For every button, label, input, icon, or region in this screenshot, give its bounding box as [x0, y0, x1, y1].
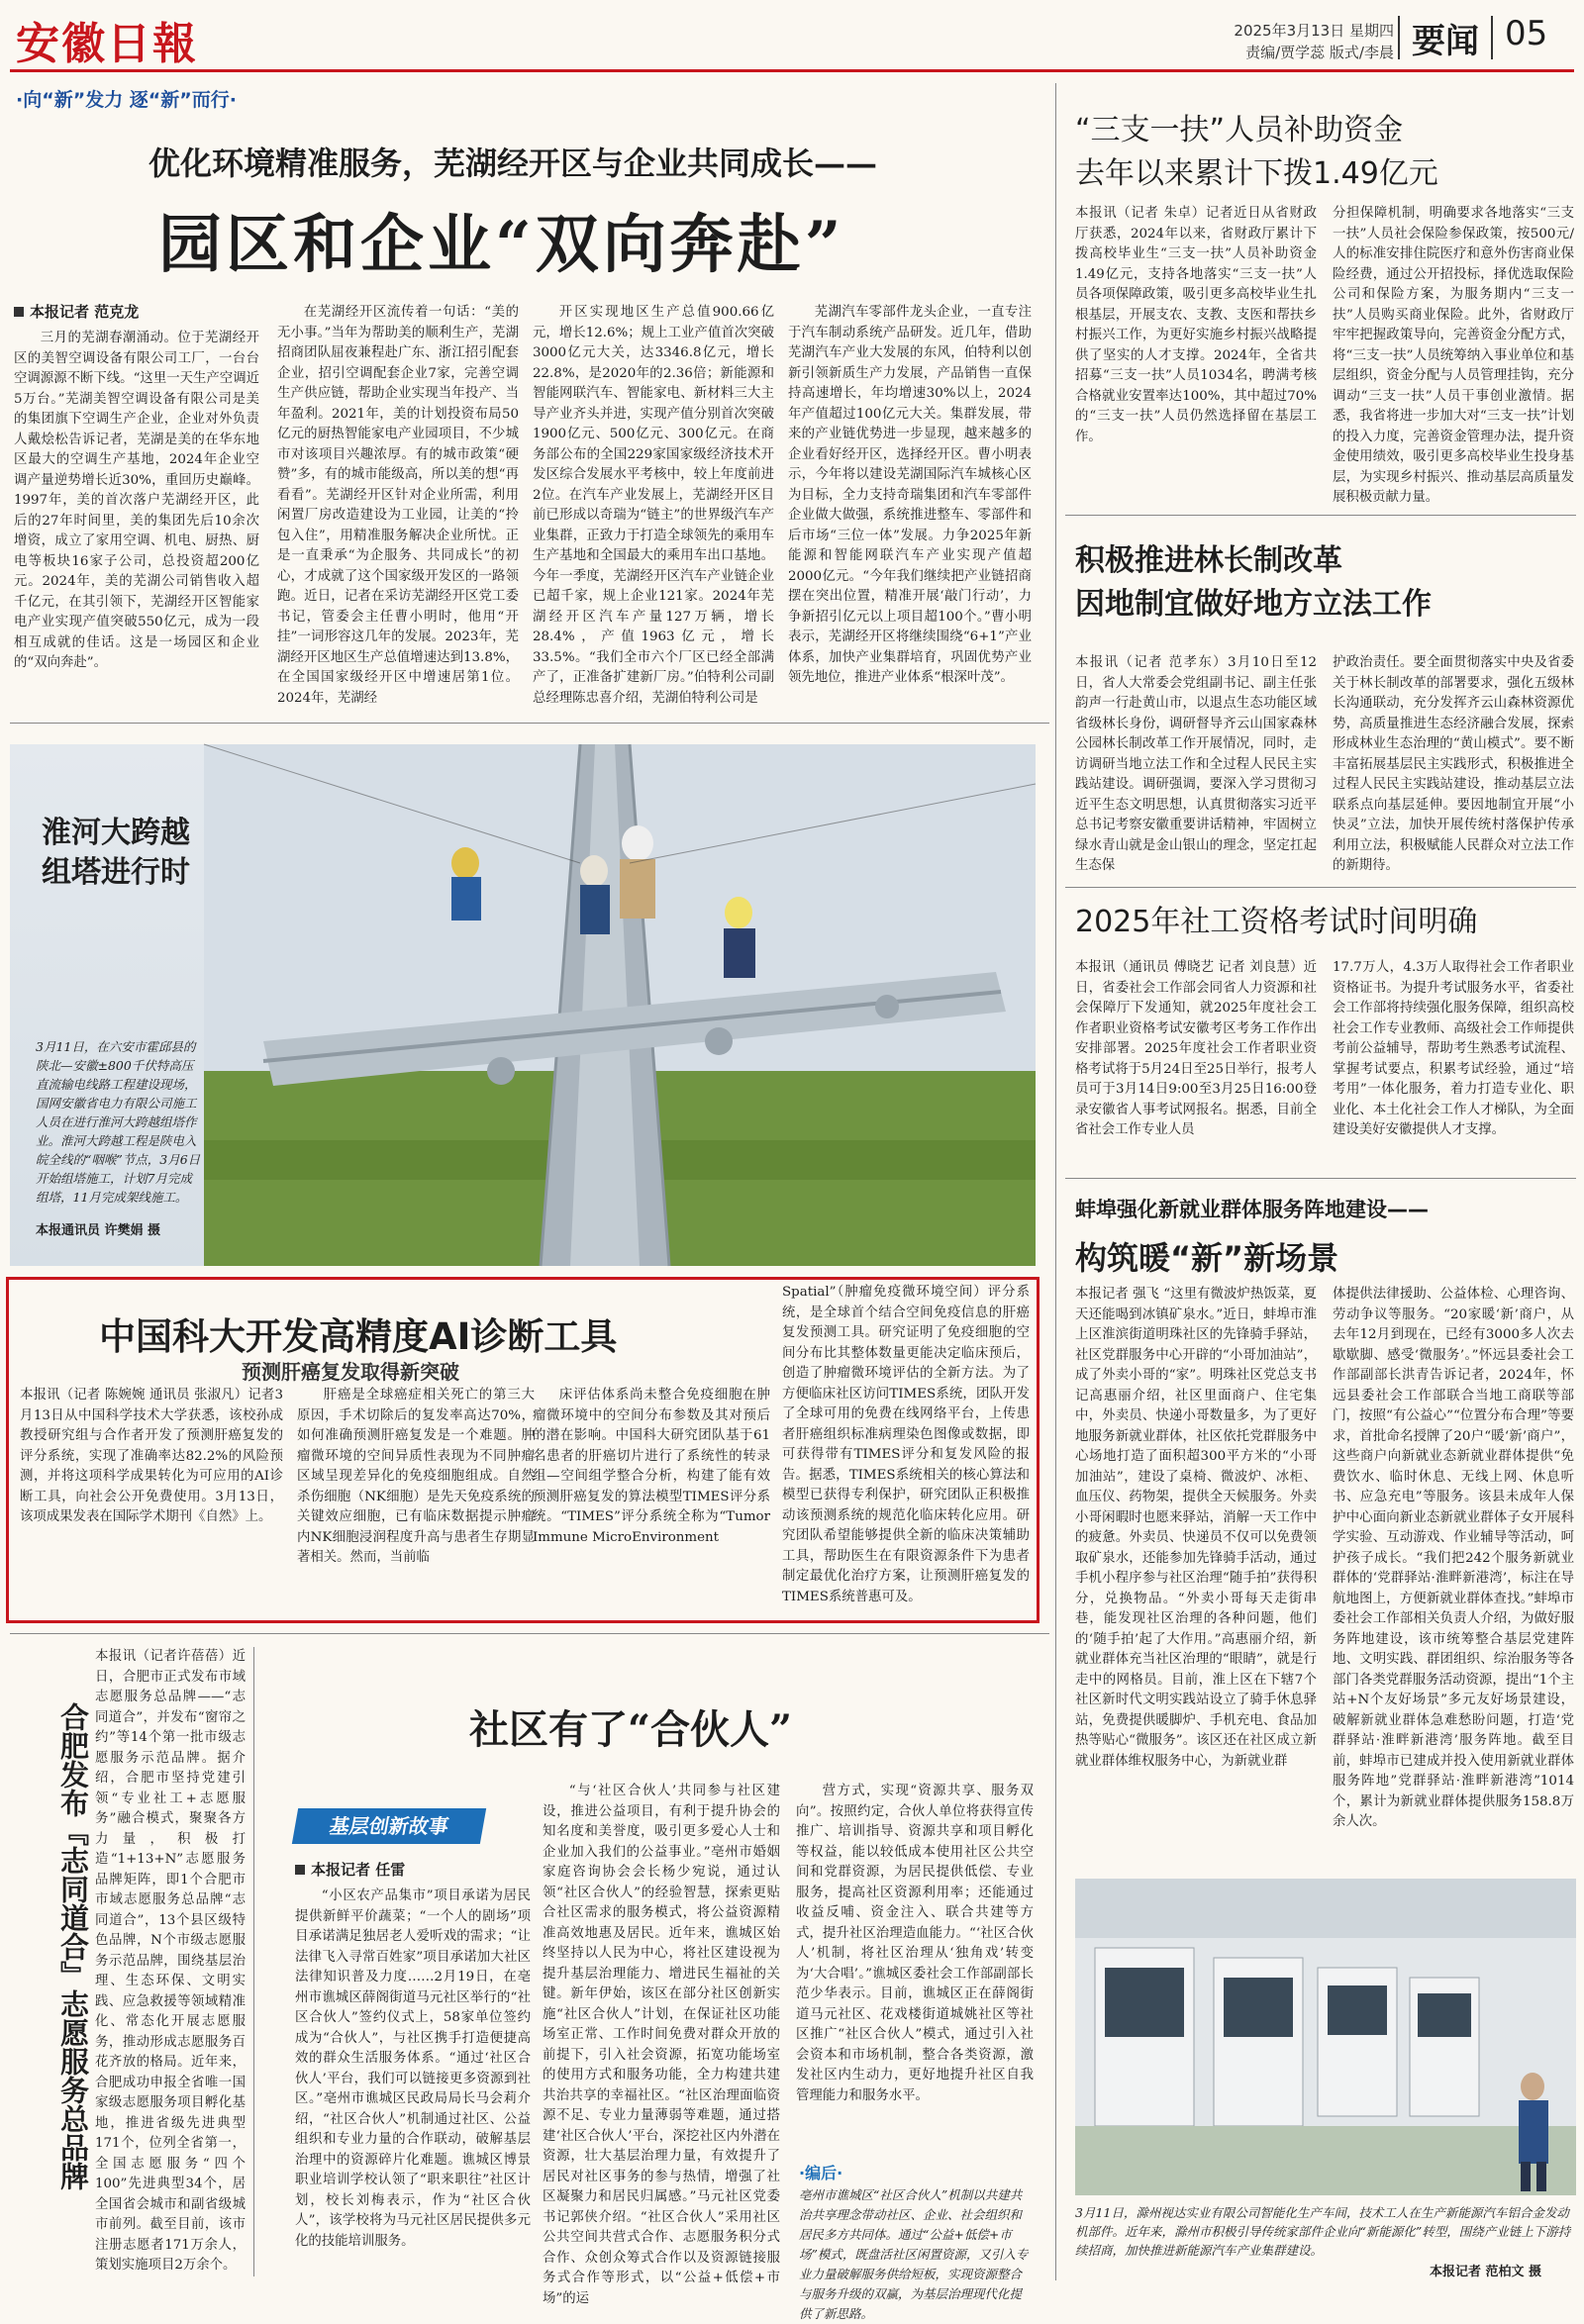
right-story4-col-2: 体提供法律援助、公益体检、心理咨询、劳动争议等服务。“20家暖‘新’商户，从去年12月到现在，已经有3000多人次去歇歇脚、感受‘微服务’。”怀远县委社会工作部副部长洪青告诉记者，2024年，怀远县委社会工作部联合当地工商联等部门，按照“有公益心”“位置分布合理”等要求，首批命名授牌了20户“暖‘新’商户”，这些商户向新就业态新就业群体提供“免费饮水、临时休息、无线上网、休息听书、应急充电”等服务。该县未成年人保护中心面向新业态新就业群体子女开展科学实验、互动游戏、作业辅导等活动，呵护孩子成长。“我们把242个服务新就业群体的‘党群驿站·淮畔新港湾’，标注在导航地图上，方便新就业群体查找。”蚌埠市委社会工作部相关负责人介绍，为做好服务阵地建设，该市统筹整合基层党建阵地、文明实践、群团组织、综治服务等各部门各类党群服务活动资源，提出“1个主站+N个友好场景”多元友好场景建设，破解新就业群体急难愁盼问题，打造‘党群驿站·淮畔新港湾’服务阵地。截至目前，蚌埠市已建成并投入使用新就业群体服务阵地”党群驿站·淮畔新港湾”1014个，累计为新就业群体提供服务158.8万余人次。	[1333, 1287, 1574, 1829]
community-col-3: 营方式，实现“资源共享、服务双向”。按照约定，合伙人单位将获得宣传推广、培训指导、资源共享和项目孵化等权益，能以较低成本使用社区公共空间和党群资源，为居民提供低偿、专业服务，提高社区资源利用率；还能通过收益反哺、资金注入、联合共建等方式，提升社区治理造血能力。“‘社区合伙人’机制，将社区治理从‘独角戏’转变为‘大合唱’。”谯城区委社会工作部副部长范少华表示。目前，谯城区正在薛阁街道马元社区、花戏楼街道城姚社区等社区推广“社区合伙人”模式，通过引入社会资本和市场机制，整合各类资源，激发社区内生动力，更好地提升社区自我管理能力和服务水平。	[796, 1784, 1034, 2103]
ai-col-2: 肝癌是全球癌症相关死亡的第三大原因，手术切除后的复发率高达70%，如何准确预测肝癌复发是一个难题。肿瘤微环境的空间异质性表现为不同肿瘤区域呈现差异化的免疫细胞组成。自然杀伤细胞（NK细胞）是先天免疫系统的关键效应细胞，已有临床数据提示肿瘤内NK细胞浸润程度升高与患者生存期显著相关。然而，当前临	[297, 1388, 535, 1565]
ai-col-3: 床评估体系尚未整合免疫细胞在肿瘤微环境中的空间分布参数及其对预后的潜在影响。中国科大研究团队基于61名患者的肝癌切片进行了系统性的转录组—空间组学整合分析，构建了能有效预测肝癌复发的算法模型TIMES评分系统。“TIMES”评分系统全称为“Tumor Immune MicroEnvironment	[533, 1388, 770, 1545]
right-story1-title-line2: 去年以来累计下拨1.49亿元	[1075, 156, 1438, 191]
right-rule-2	[1065, 887, 1576, 888]
main-column-divider	[1055, 83, 1056, 2280]
masthead-divider-2	[1491, 16, 1493, 59]
newspaper-logo: 安徽日報	[16, 19, 198, 69]
community-col-2: “与‘社区合伙人’共同参与社区建设，推进公益项目，有利于提升协会的知名度和美誉度，吸引更多爱心人士和企业加入我们的公益事业。”亳州市婚姻家庭咨询协会会长杨少宛说，通过认领“社区合伙人”的经验智慧，探索更贴合社区需求的服务模式，将公益资源精准高效地惠及居民。近年来，谯城区始终坚持以人民为中心，将社区建设视为提升基层治理能力、增进民生福祉的关键。新年伊始，该区在部分社区创新实施“社区合伙人”计划，在保证社区功能场室正常、工作时间免费对群众开放的前提下，引入社会资源，拓宽功能场室的使用方式和服务功能，全力构建共建共治共享的幸福社区。“社区治理面临资源不足、专业力量薄弱等难题，通过搭建‘社区合伙人’平台，深挖社区内外潜在资源，壮大基层治理力量，有效提升了居民对社区事务的参与热情，增强了社区凝聚力和居民归属感。”马元社区党委书记郭侠介绍。“社区合伙人”采用社区公共空间共营式合作、志愿服务积分式合作、众创众筹式合作以及资源链接服务式合作等形式，以“公益+低偿+市场”的运	[543, 1784, 780, 2306]
section-name: 要闻	[1412, 22, 1479, 61]
issue-info	[1216, 20, 1394, 63]
issue-date: 2025年3月13日 星期四	[1234, 22, 1394, 40]
issue-editors: 责编/贾学蕊 版式/李晨	[1245, 44, 1394, 61]
lead-subtitle: 优化环境精准服务，芜湖经开区与企业共同成长——	[148, 145, 878, 182]
lead-bottom-rule	[10, 723, 1049, 724]
huaihe-caption: 3月11日，在六安市霍邱县的陕北—安徽±800千伏特高压直流输电线路工程建设现场，国网安徽省电力有限公司施工人员在进行淮河大跨越组塔作业。淮河大跨越工程是陕电入皖全线的“咽喉”节点，3月6日开始组塔施工，计划7月完成组塔，11月完成架线施工。	[36, 1039, 201, 1205]
tower-illustration	[204, 744, 1036, 1266]
ai-col-4: Spatial”（肿瘤免疫微环境空间）评分系统，是全球首个结合空间免疫信息的肝癌复发预测工具。研究证明了免疫细胞的空间分布比其整体数量更能决定临床预后，创造了肿瘤微环境评估的全新方法。为了方便临床社区访问TIMES系统，团队开发了全球可用的免费在线网络平台，上传患者肝癌组织标准病理染色图像或数据，即可获得带有TIMES评分和复发风险的报告。据悉，TIMES系统相关的核心算法和模型已获得专利保护，研究团队正积极推动该预测系统的规范化临床转化应用。研究团队希望能够提供全新的临床决策辅助工具，帮助医生在有限资源条件下为患者制定最优化治疗方案，让预测肝癌复发的TIMES系统普惠可及。	[782, 1285, 1030, 1604]
community-title: 社区有了“合伙人”	[469, 1706, 793, 1753]
lead-title: 园区和企业“双向奔赴”	[158, 208, 845, 282]
ai-col-1: 本报讯（记者 陈婉婉 通讯员 张淑凡）记者3月13日从中国科学技术大学获悉，该校孙成教授研究组与合作者开发了预测肝癌复发的评分系统，实现了准确率达82.2%的风险预测，并将这项科学成果转化为可应用的AI诊断工具，向社会公开免费使用。3月13日，该项成果发表在国际学术期刊《自然》上。	[20, 1388, 283, 1524]
right-story4-title: 构筑暖“新”新场景	[1075, 1239, 1339, 1277]
right-story2-title	[1075, 539, 1432, 627]
ai-article-subtitle: 预测肝癌复发取得新突破	[242, 1360, 459, 1384]
right-story4-subtitle: 蚌埠强化新就业群体服务阵地建设——	[1075, 1198, 1429, 1221]
huaihe-credit: 本报通讯员 许樊娟 摄	[36, 1223, 161, 1238]
lead-byline	[14, 301, 139, 322]
right-story4-col-1: 本报记者 强飞 “这里有微波炉热饭菜，夏天还能喝到冰镇矿泉水。”近日，蚌埠市淮上区淮滨街道明珠社区的先锋骑手驿站，社区党群服务中心开辟的“小哥加油站”，成了外卖小哥的“家”。明珠社区党总支书记高惠丽介绍，社区里面商户、住宅集中，外卖员、快递小哥数量多，为了更好地服务新就业群体，社区依托党群服务中心场地打造了面积超300平方米的“小哥加油站”，建设了桌椅、微波炉、冰柜、血压仪、药物架，提供全天候服务。外卖小哥闲暇时也愿来驿站，消解一天工作中的疲惫。外卖员、快递员不仅可以免费领取矿泉水，还能参加先锋骑手活动，通过手机小程序参与社区治理“随手拍”获得积分，兑换物品。“外卖小哥每天走街串巷，能发现社区治理的各种问题，他们的‘随手拍’起了大作用。”高惠丽介绍，新就业群体充当社区治理的“眼睛”，就是行走中的网格员。目前，淮上区在下辖7个社区新时代文明实践站设立了骑手休息驿站，免费提供暖脚炉、手机充电、食品加热等贴心“微服务”。该区还在社区成立新就业群体维权服务中心，为新就业群	[1075, 1287, 1317, 1769]
factory-illustration	[1075, 1879, 1576, 2195]
page-number: 05	[1505, 14, 1548, 53]
lead-col-4: 芜湖汽车零部件龙头企业，一直专注于汽车制动系统产品研发。近几年，借助芜湖汽车产业大发展的东风，伯特利以创新引领新质生产力发展，产品销售一直保持高速增长，年均增速30%以上，2024年产值超过100亿元大关。集群发展，带来的产业链优势进一步显现，越来越多的企业看好经开区，选择经开区。曹小明表示，今年将以建设芜湖国际汽车城核心区为目标，全力支持奇瑞集团和汽车零部件企业做大做强，系统推进整车、零部件和后市场“三位一体”发展。力争2025年新能源和智能网联汽车产业实现产值超2000亿元。“今年我们继续把产业链招商摆在突出位置，精准开展‘敲门行动’，力争新招引亿元以上项目超100个。”曹小明表示，芜湖经开区将继续围绕“6+1”产业体系，加快产业集群培育，巩固优势产业领先地位，推进产业体系“根深叶茂”。	[788, 305, 1032, 685]
huaihe-title-line2: 组塔进行时	[42, 855, 190, 890]
factory-caption: 3月11日，滁州视达实业有限公司智能化生产车间，技术工人在生产新能源汽车铝合金发动机部件。近年来，滁州市积极引导传统家部件企业向“新能源化”转型，围绕产业链上下游持续招商，加快推进新能源汽车产业集群建设。	[1075, 2205, 1571, 2258]
huaihe-title	[42, 814, 200, 893]
community-byline	[295, 1859, 405, 1880]
factory-credit: 本报记者 范柏文 摄	[1430, 2265, 1542, 2279]
masthead-divider	[1398, 16, 1400, 59]
editor-note: 亳州市谯城区“社区合伙人”机制以共建共治共享理念带动社区、企业、社会组织和居民多方共同体。通过“公益+低偿+市场”模式，既盘活社区闲置资源，又引入专业力量破解服务供给短板，实现资源整合与服务升级的双赢，为基层治理现代化提供了新思路。	[799, 2187, 1029, 2321]
right-rule-3	[1065, 1178, 1576, 1179]
right-story2-col-2: 护政治责任。要全面贯彻落实中央及省委关于林长制改革的部署要求，强化五级林长沟通联动，充分发挥齐云山森林资源优势，高质量推进生态经济融合发展，探索形成林业生态治理的“黄山模式”。要不断丰富拓展基层民主实践形式，积极推进全过程人民民主实践站建设，推动基层立法联系点向基层延伸。要因地制宜开展“小快灵”立法，加快开展传统村落保护传承利用立法，积极赋能人民群众对立法工作的新期待。	[1333, 655, 1574, 873]
right-story3-col-1: 本报讯（通讯员 傅晓艺 记者 刘良慧）近日，省委社会工作部会同省人力资源和社会保障厅下发通知，就2025年度社会工作者职业资格考试安徽考区考务工作作出安排部署。2025年度社会工作者职业资格考试将于5月24日至25日举行，报考人员可于3月14日9:00至3月25日16:00登录安徽省人事考试网报名。据悉，目前全省社会工作专业人员	[1075, 960, 1317, 1137]
community-byline-text: 本报记者 任雷	[311, 1861, 406, 1879]
lead-col-2: 在芜湖经开区流传着一句话：“美的无小事。”当年为帮助美的顺利生产，芜湖招商团队屈夜兼程赴广东、浙江招引配套企业，招引空调配套企业7家，完善空调生产供应链，帮助企业实现当年投产、当年盈利。2021年，美的计划投资布局50亿元的厨热智能家电产业园项目，不少城市对该项目兴趣浓厚。有的城市政策“硬赞”多，有的城市能级高，所以美的想“再看看”。芜湖经开区针对企业所需，利用闲置厂房改造建设为工业园，让美的“拎包入住”，用精准服务解决企业所忧。正是一直秉承“为企服务、共同成长”的初心，才成就了这个国家级开发区的一路领跑。近日，记者在采访芜湖经开区党工委书记，管委会主任曹小明时，他用“开挂”一词形容这几年的发展。2023年，芜湖经开区地区生产总值增速达到13.8%，在全国国家级经开区中增速居第1位。2024年，芜湖经	[277, 305, 519, 706]
column-kicker: ·向“新”发力 逐“新”而行·	[16, 89, 237, 111]
community-col-1: “小区农产品集市”项目承诺为居民提供新鲜平价蔬菜；“一个人的剧场”项目承诺满足独居老人爱听戏的需求；“让法律飞入寻常百姓家”项目承诺加大社区法律知识普及力度……2月19日，在亳州市谯城区薛阁街道马元社区举行的“社区合伙人”签约仪式上，58家单位签约成为“合伙人”，与社区携手打造便捷高效的群众生活服务体系。“通过‘社区合伙人’平台，我们可以链接更多资源到社区。”亳州市谯城区民政局局长马会莉介绍，“社区合伙人”机制通过社区、公益组织和专业力量的合作联动，破解基层治理中的资源碎片化难题。谯城区博景职业培训学校认领了“职来职往”社区计划，校长刘梅表示，作为“社区合伙人”，该学校将为马元社区居民提供多元化的技能培训服务。	[295, 1888, 531, 2249]
volunteer-vertical-title: 合肥发布『志同道合』志愿服务总品牌	[56, 1702, 90, 2190]
lead-col-3: 开区实现地区生产总值900.66亿元，增长12.6%；规上工业产值首次突破3000亿元大关，达3346.8亿元，增长22.8%，是2020年的2.36倍；新能源和智能网联汽车、智能家电、新材料三大主导产业齐头并进，实现产值分别首次突破1900亿元、500亿元、300亿元。在商务部公布的全国229家国家级经济技术开发区综合发展水平考核中，较上年度前进2位。在汽车产业发展上，芜湖经开区目前已形成以奇瑞为“链主”的世界级汽车产业集群，正致力于打造全球领先的乘用车生产基地和全国最大的乘用车出口基地。今年一季度，芜湖经开区汽车产业链企业已超千家，规上企业121家。2024年芜湖经开区汽车产量127万辆，增长28.4%，产值1963亿元，增长33.5%。“我们全市六个厂区已经全部满产了，正准备扩建新厂房。”伯特利公司副总经理陈忠喜介绍，芜湖伯特利公司是	[533, 305, 774, 706]
volunteer-divider	[253, 1647, 254, 2276]
right-story1-title	[1075, 109, 1438, 196]
right-story2-title-line1: 积极推进林长制改革	[1075, 543, 1342, 578]
volunteer-col-1: 本报讯（记者许蓓蓓）近日，合肥市正式发布市域志愿服务总品牌——“志同道合”，并发布“窗帘之约”等14个第一批市级志愿服务示范品牌。据介绍，合肥市坚持党建引领“专业社工+志愿服务”融合模式，聚聚各方力量，积极打造“1+13+N”志愿服务品牌矩阵，即1个合肥市市域志愿服务总品牌“志同道合”，13个县区级特色品牌，N个市级志愿服务示范品牌，围绕基层治理、生态环保、文明实践、应急救援等领域精准化、常态化开展志愿服务，推动形成志愿服务百花齐放的格局。近年来，合肥成功申报全省唯一国家级志愿服务项目孵化基地，推进省级先进典型171个，位列全省第一，全国志愿服务“四个100”先进典型34个，居全国省会城市和副省级城市前列。截至目前，该市注册志愿者171万余人，策划实施项目2万余个。	[95, 1649, 246, 2273]
huaihe-title-line1: 淮河大跨越	[42, 816, 190, 850]
lead-col-1: 三月的芜湖春潮涌动。位于芜湖经开区的美智空调设备有限公司工厂，一台台空调源源不断下线。“这里一天生产空调近5万台。”芜湖美智空调设备有限公司是美的集团旗下空调生产企业，企业对外负责人戴烩松告诉记者，芜湖是美的在华东地区最大的空调生产基地，2024年企业空调产量逆势增长近30%，重回历史巅峰。1997年，美的首次落户芜湖经开区，此后的27年时间里，美的集团先后10余次增资，成立了家用空调、机电、厨热、厨电等板块16家子公司，总投资超200亿元。2024年，美的芜湖公司销售收入超千亿元，在其引领下，芜湖经开区智能家电产业实现产值突破550亿元，成为一段相互成就的佳话。这是一场园区和企业的“双向奔赴”。	[14, 331, 259, 670]
ai-article-title: 中国科大开发高精度AI诊断工具	[99, 1315, 618, 1358]
right-story1-col-1: 本报讯（记者 朱卓）记者近日从省财政厅获悉，2024年以来，省财政厅累计下拨高校毕业生“三支一扶”人员补助资金1.49亿元，支持各地落实“三支一扶”人员各项保障政策，吸引更多高校毕业生扎根基层，开展支农、支教、支医和帮扶乡村振兴工作，为更好实施乡村振兴战略提供了坚实的人才支撑。2024年，全省共招募“三支一扶”人员1034名，聘满考核合格就业安置率达100%，其中超过70%的“三支一扶”人员仍然选择留在基层工作。	[1075, 206, 1317, 444]
right-story3-title: 2025年社工资格考试时间明确	[1075, 905, 1478, 939]
editor-note-label: ·编后·	[799, 2164, 843, 2182]
factory-photo	[1075, 1879, 1576, 2195]
tower-construction-photo	[204, 744, 1036, 1266]
right-rule-1	[1065, 515, 1576, 516]
lead-byline-text: 本报记者 范克龙	[30, 303, 140, 321]
masthead-rule	[10, 69, 1574, 72]
right-story2-col-1: 本报讯（记者 范孝东）3月10日至12日，省人大常委会党组副书记、副主任张韵声一行赴黄山市，以退点生态功能区域省级林长身份，调研督导齐云山国家森林公园林长制改革工作开展情况，同时，走访调研当地立法工作和全过程人民民主实践站建设。调研强调，要深入学习贯彻习近平生态文明思想，认真贯彻落实习近平总书记考察安徽重要讲话精神，牢固树立绿水青山就是金山银山的理念，坚定扛起生态保	[1075, 655, 1317, 873]
right-story3-col-2: 17.7万人，4.3万人取得社会工作者职业资格证书。为提升考试服务水平，省委社会工作部将持续强化服务保障，组织高校社会工作专业教师、高级社会工作师提供考前公益辅导，帮助考生熟悉考试流程、掌握考试要点，积累考试经验，通过“培考用”一体化服务，着力打造专业化、职业化、本土化社会工作人才梯队，为全面建设美好安徽提供人才支撑。	[1333, 960, 1574, 1137]
bottom-section-rule	[10, 1633, 1049, 1634]
story-category-tag: 基层创新故事	[292, 1808, 486, 1844]
right-story1-col-2: 分担保障机制，明确要求各地落实“三支一扶”人员社会保险参保政策，按500元/人的标准安排住院医疗和意外伤害商业保险经费，通过公开招投标，择优选取保险公司和保险方案，为服务期内“三支一扶”人员购买商业保险。此外，省财政厅牢牢把握政策导向，完善资金分配方式，将“三支一扶”人员统筹纳入事业单位和基层组织，资金分配与人员管理挂钩，充分调动“三支一扶”人员干事创业激情。据悉，我省将进一步加大对“三支一扶”计划的投入力度，完善资金管理办法，提升资金使用绩效，吸引更多高校毕业生投身基层，为实现乡村振兴、推动基层高质量发展积极贡献力量。	[1333, 206, 1574, 505]
right-story2-title-line2: 因地制宜做好地方立法工作	[1075, 587, 1432, 622]
right-story1-title-line1: “三支一扶”人员补助资金	[1075, 113, 1404, 147]
